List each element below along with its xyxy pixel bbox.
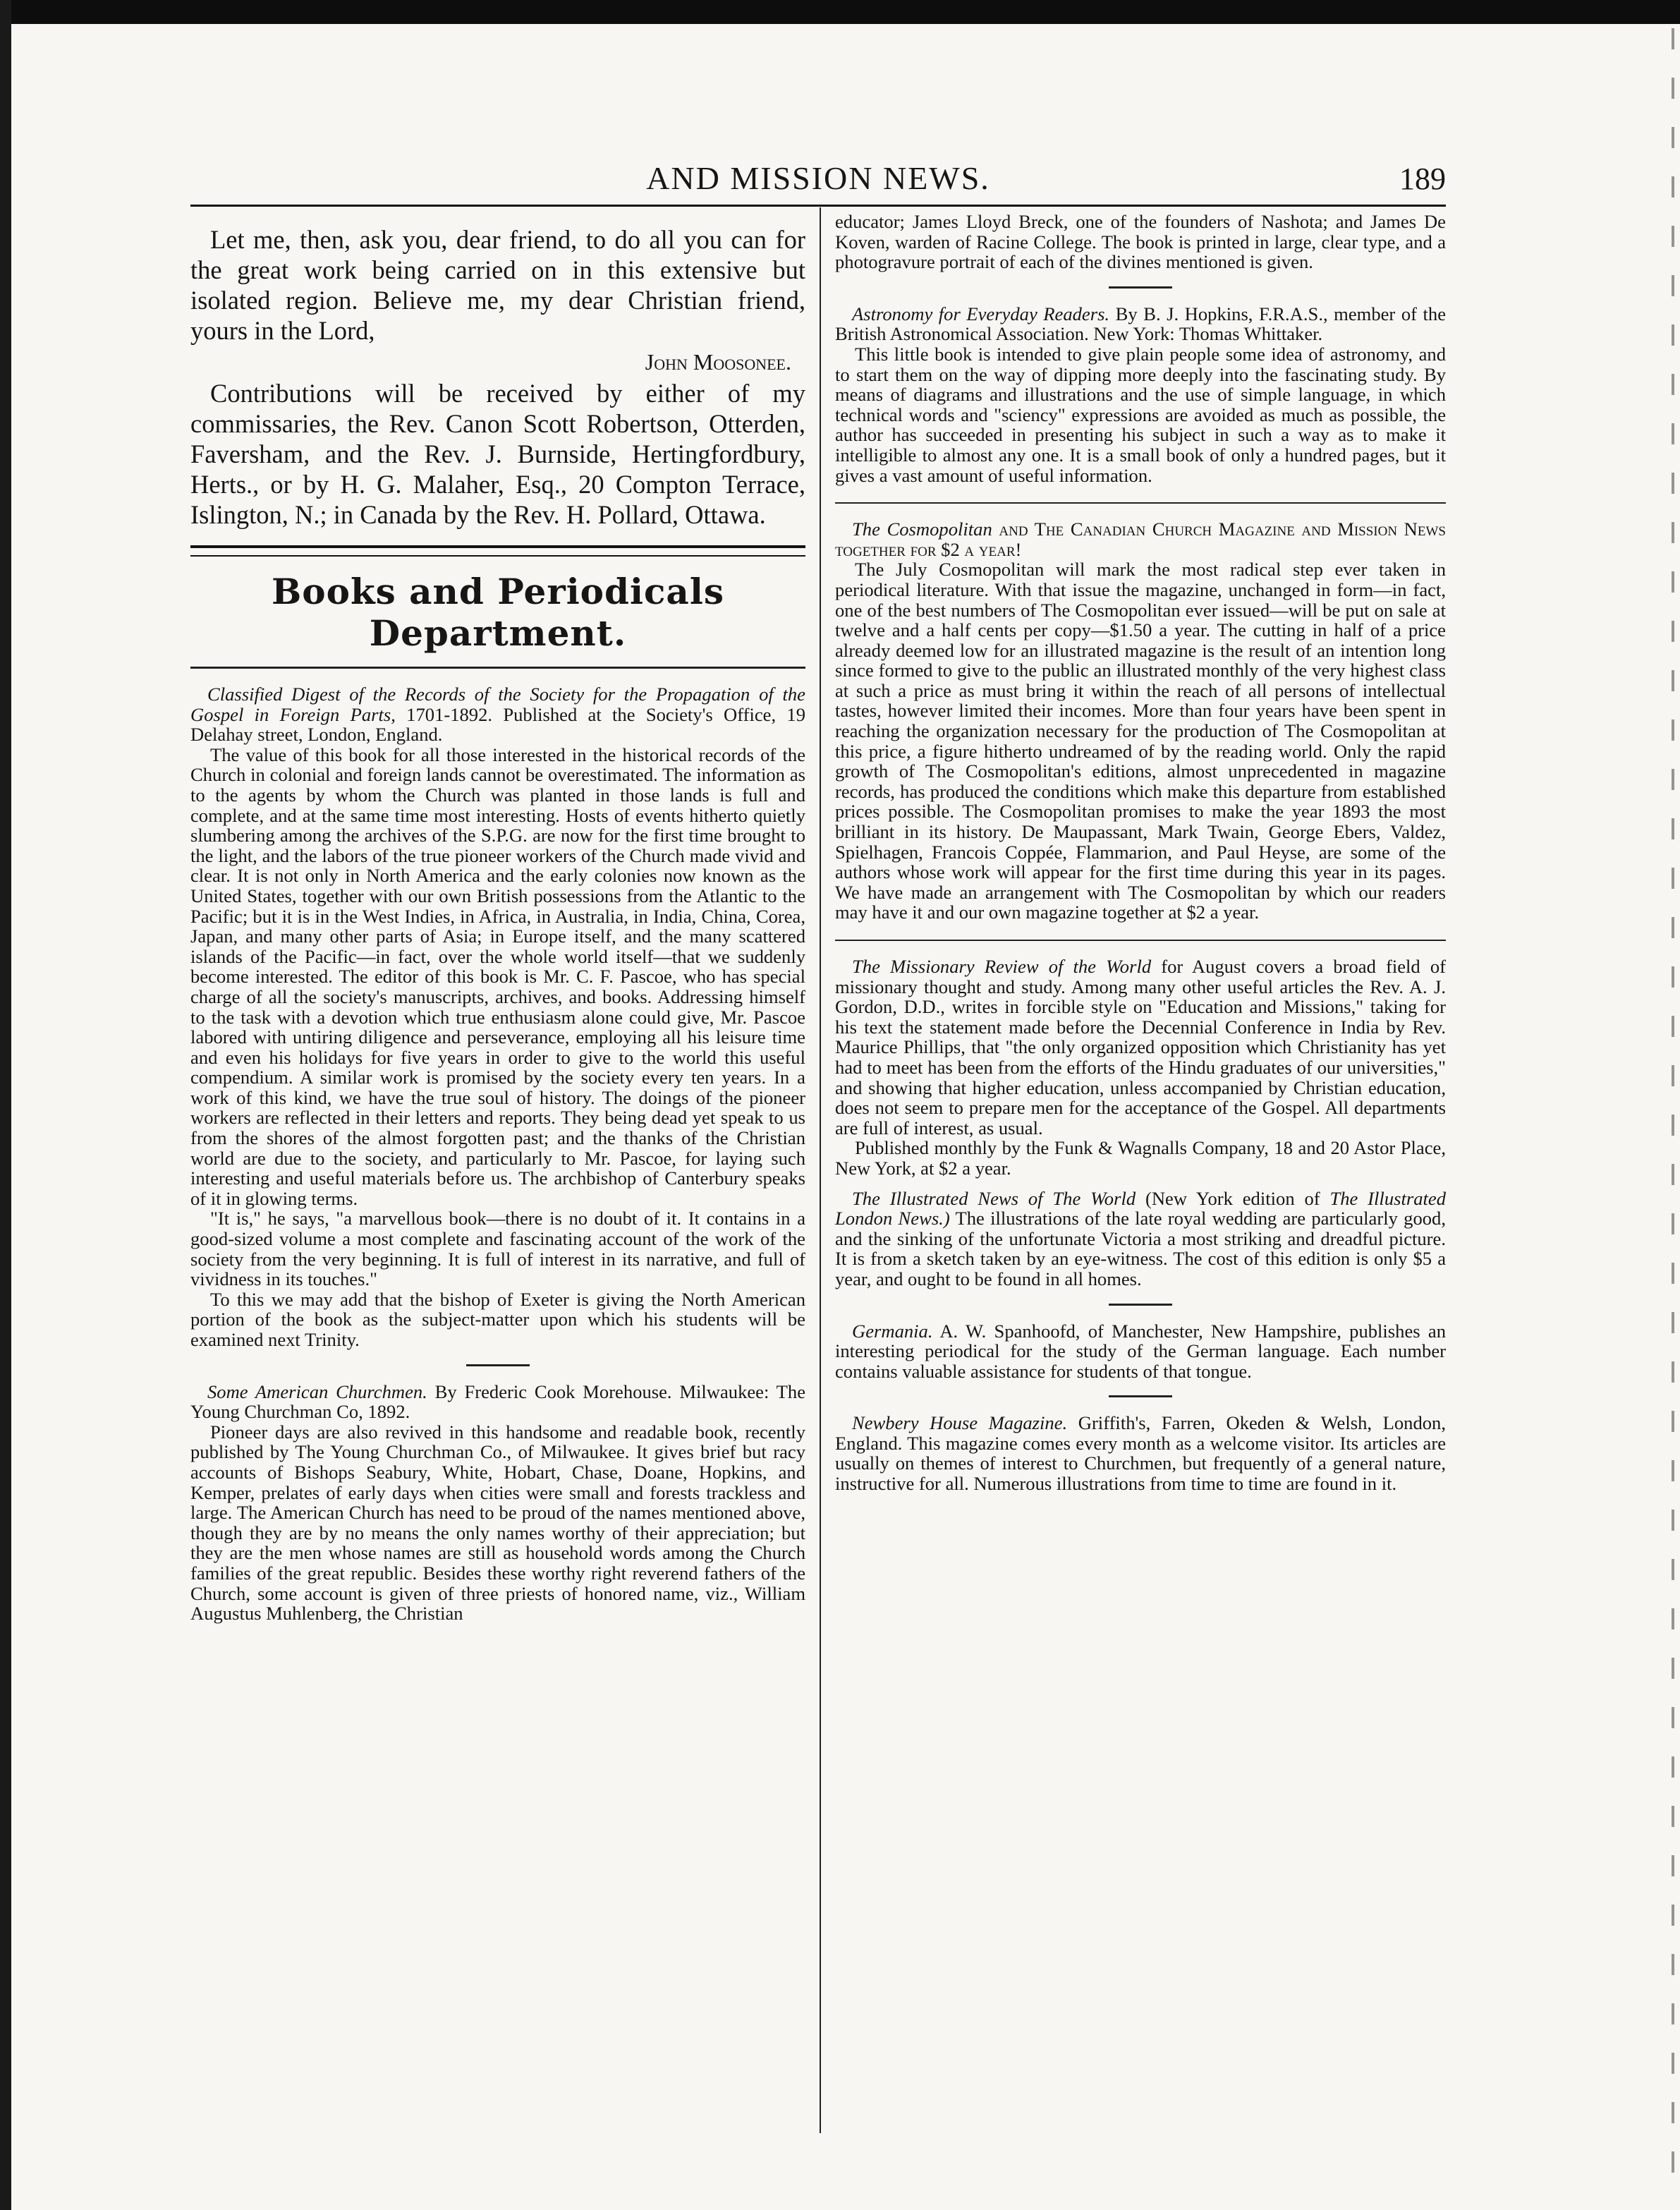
- heading-rule: [190, 667, 805, 669]
- review-churchmen-imprint: By Frederic Cook Morehouse. Milwaukee: The Young Churchman Co, 1892.: [190, 1380, 806, 1423]
- scan-left-border: [0, 0, 11, 2210]
- review-churchmen-title: Some American Churchmen.: [207, 1380, 427, 1402]
- review-churchmen-heading: [190, 1382, 805, 1422]
- review-illustrated-edition: (New York edition of: [1145, 1187, 1320, 1209]
- review-digest-body-2: "It is," he says, "a marvellous book—there is no doubt of it. It contains in a good-sized volume a most complete and fascinating account of the work of the society from the very beginning. It is full of interest in its narrative, and full of vividness in its touches.": [190, 1208, 805, 1290]
- review-separator: [1109, 1395, 1172, 1397]
- review-digest-title: Classified Digest of the Records of the Society for the Propagation of the Gospel in Foreign Parts,: [190, 684, 805, 725]
- left-column: [190, 224, 805, 1624]
- review-newbery-text: Griffith's, Farren, Okeden & Welsh, London, England. This magazine comes every month as a welcome visitor. Its articles are usually on themes of interest to Churchmen, but frequently of a general nature, instructive for all. Numerous illustrations from time to time are found in it.: [835, 1412, 1446, 1495]
- review-digest-body-1: The value of this book for all those interested in the historical records of the Church in colonial and foreign lands cannot be overestimated. The information as to the agents by whom the Church was planted in those lands is full and complete, and at the same time most interesting. Hosts of events hitherto quietly slumbering among the archives of the S.P.G. are now for the first time brought to the light, and the labors of the true pioneer workers of the Church made vivid and clear. It is not only in North America and the early colonies now known as the United States, together with our own British possessions from the Atlantic to the Pacific; but it is in the West Indies, in Africa, in Australia, in India, China, Corea, Japan, and many other parts of Asia; in Europe itself, and the many scattered islands of the Pacific—in fact, over the whole world itself—that we suddenly become interested. The editor of this book is Mr. C. F. Pascoe, who has special charge of all the society's manuscripts, archives, and books. Addressing himself to the task with a devotion which true enthusiasm alone could give, Mr. Pascoe labored with untiring diligence and perseverance, employing all his leisure time and even his holidays for five years in order to give to the world this useful compendium. A similar work is promised by the society every ten years. In a work of this kind, we have the true soul of history. The doings of the pioneer workers are reflected in their letters and reports. They being dead yet speak to us from the shores of the almost forgotten past; and the thanks of the Christian world are due to the society, and particularly to Mr. Pascoe, for laying such interesting and useful materials before us. The archbishop of Canterbury speaks of it in glowing terms.: [190, 743, 805, 1209]
- review-cosmopolitan-heading: [835, 519, 1446, 559]
- review-missionary-body: [835, 957, 1446, 1138]
- review-separator: [466, 1364, 530, 1366]
- review-illustrated-body: [835, 1189, 1446, 1289]
- review-digest-imprint: 1701-1892. Published at the Society's Office, 19 Delahay street, London, England.: [190, 703, 805, 746]
- right-column: [835, 212, 1446, 1494]
- column-rule: [820, 207, 821, 2133]
- review-germania-text: A. W. Spanhoofd, of Manchester, New Hampshire, publishes an interesting periodical for the study of the German language. Each number contains valuable assistance for students of that tongue.: [835, 1320, 1446, 1382]
- review-astronomy-imprint: By B. J. Hopkins, F.R.A.S., member of the British Astronomical Association. New York: Thomas Whittaker.: [835, 303, 1446, 345]
- letter-contributions: Contributions will be received by either of my commissaries, the Rev. Canon Scott Robertson, Otterden, Faversham, and the Rev. J. Burnside, Hertingfordbury, Herts., or by H. G. Malaher, Esq., 20 Compton Terrace, Islington, N.; in Canada by the Rev. H. Pollard, Ottawa.: [190, 379, 805, 529]
- scan-top-border: [0, 0, 1680, 24]
- section-rule: [835, 502, 1446, 504]
- review-astronomy-body: This little book is intended to give plain people some idea of astronomy, and to start them on the way of dipping more deeply into the fascinating study. By means of diagrams and illustrations and the use of simple language, in which technical words and "sciency" expressions are avoided as much as possible, the author has succeeded in presenting his subject in such a way as to make it intelligible to almost any one. It is a small book of only a hundred pages, but it gives a vast amount of useful information.: [835, 343, 1446, 486]
- letter-signature: John Moosonee.: [645, 349, 791, 375]
- review-astronomy-title: Astronomy for Everyday Readers.: [852, 303, 1110, 324]
- review-digest-body-3: To this we may add that the bishop of Exeter is giving the North American portion of the book as the subject-matter upon which his students will be examined next Trinity.: [190, 1288, 805, 1350]
- review-illustrated-title-2: The Illustrated London News.): [835, 1187, 1446, 1230]
- review-cosmopolitan-title: The Cosmopolitan: [852, 518, 992, 540]
- section-rule: [835, 940, 1446, 941]
- scan-right-edge-marks: [1672, 28, 1674, 2187]
- review-missionary-title: The Missionary Review of the World: [852, 956, 1152, 977]
- review-germania-title: Germania.: [852, 1320, 933, 1342]
- department-heading: Books and Periodicals Department.: [272, 571, 724, 654]
- review-newbery-title: Newbery House Magazine.: [852, 1412, 1068, 1434]
- review-newbery-body: [835, 1413, 1446, 1493]
- page-number: 189: [1399, 162, 1446, 196]
- review-missionary-publisher: Published monthly by the Funk & Wagnalls Company, 18 and 20 Astor Place, New York, at $2 a year.: [835, 1137, 1446, 1179]
- section-double-rule: [190, 545, 805, 557]
- review-germania-body: [835, 1321, 1446, 1382]
- review-astronomy-heading: [835, 304, 1446, 344]
- review-digest-heading: [190, 684, 805, 745]
- review-illustrated-text: The illustrations of the late royal wedding are particularly good, and the sinking of the unfortunate Victoria a most striking and dreadful picture. It is from a sketch taken by an eye-witness. The cost of this edition is only $5 a year, and ought to be found in all homes.: [835, 1208, 1446, 1289]
- review-cosmopolitan-offer: and The Canadian Church Magazine and Mission News together for $2 a year!: [835, 518, 1446, 560]
- header-rule: [190, 205, 1446, 207]
- letter-closing: Let me, then, ask you, dear friend, to do all you can for the great work being carried on in this extensive but isolated region. Believe me, my dear Christian friend, yours in the Lord,: [190, 225, 805, 345]
- running-head-title: AND MISSION NEWS.: [646, 160, 990, 196]
- review-separator: [1109, 1304, 1172, 1306]
- review-missionary-text: for August covers a broad field of missionary thought and study. Among many other useful articles the Rev. A. J. Gordon, D.D., writes in forcible style on "Education and Missions," taking for his text the statement made before the Decennial Conference in India by Rev. Maurice Phillips, that "the only organized opposition which Christianity has yet had to meet has been from the efforts of the Hindu graduates of our universities," and showing that higher education, unless accompanied by Christian education, does not seem to prepare men for the acceptance of the Gospel. All departments are full of interest, as usual.: [835, 956, 1446, 1139]
- review-churchmen-body-continued: educator; James Lloyd Breck, one of the founders of Nashota; and James De Koven, warden of Racine College. The book is printed in large, clear type, and a photogravure portrait of each of the divines mentioned is given.: [835, 211, 1446, 273]
- review-separator: [1109, 286, 1172, 289]
- review-illustrated-title: The Illustrated News of The World: [852, 1187, 1136, 1209]
- running-head: [190, 159, 1446, 209]
- review-churchmen-body: Pioneer days are also revived in this handsome and readable book, recently published by The Young Churchman Co., of Milwaukee. It gives brief but racy accounts of Bishops Seabury, White, Hobart, Chase, Doane, Hopkins, and Kemper, prelates of early days when cities were small and forests trackless and large. The American Church has need to be proud of the names mentioned above, though they are by no means the only names worthy of their appreciation; but they are the men whose names are still as household words among the Church families of the great republic. Besides these worthy right reverend fathers of the Church, some account is given of three priests of honored name, viz., William Augustus Muhlenberg, the Christian: [190, 1421, 805, 1625]
- review-cosmopolitan-body: The July Cosmopolitan will mark the most radical step ever taken in periodical literature. With that issue the magazine, unchanged in form—in fact, one of the best numbers of The Cosmopolitan ever issued—will be put on sale at twelve and a half cents per copy—$1.50 a year. The cutting in half of a price already deemed low for an illustrated magazine is the result of an intention long since formed to give to the public an illustrated monthly of the very highest class at such a price as must bring it within the reach of all persons of intellectual tastes, however limited their incomes. More than four years have been spent in reaching the organization necessary for the production of The Cosmopolitan at this price, a figure hitherto undreamed of by the reading world. Only the rapid growth of The Cosmopolitan's editions, almost unprecedented in magazine records, has produced the conditions which make this departure from established prices possible. The Cosmopolitan promises to make the year 1893 the most brilliant in its history. De Maupassant, Mark Twain, George Ebers, Valdez, Spielhagen, Francois Coppée, Flammarion, and Paul Heyse, are some of the authors whose work will appear for the first time during this year in its pages. We have made an arrangement with The Cosmopolitan by which our readers may have it and our own magazine together at $2 a year.: [835, 559, 1446, 923]
